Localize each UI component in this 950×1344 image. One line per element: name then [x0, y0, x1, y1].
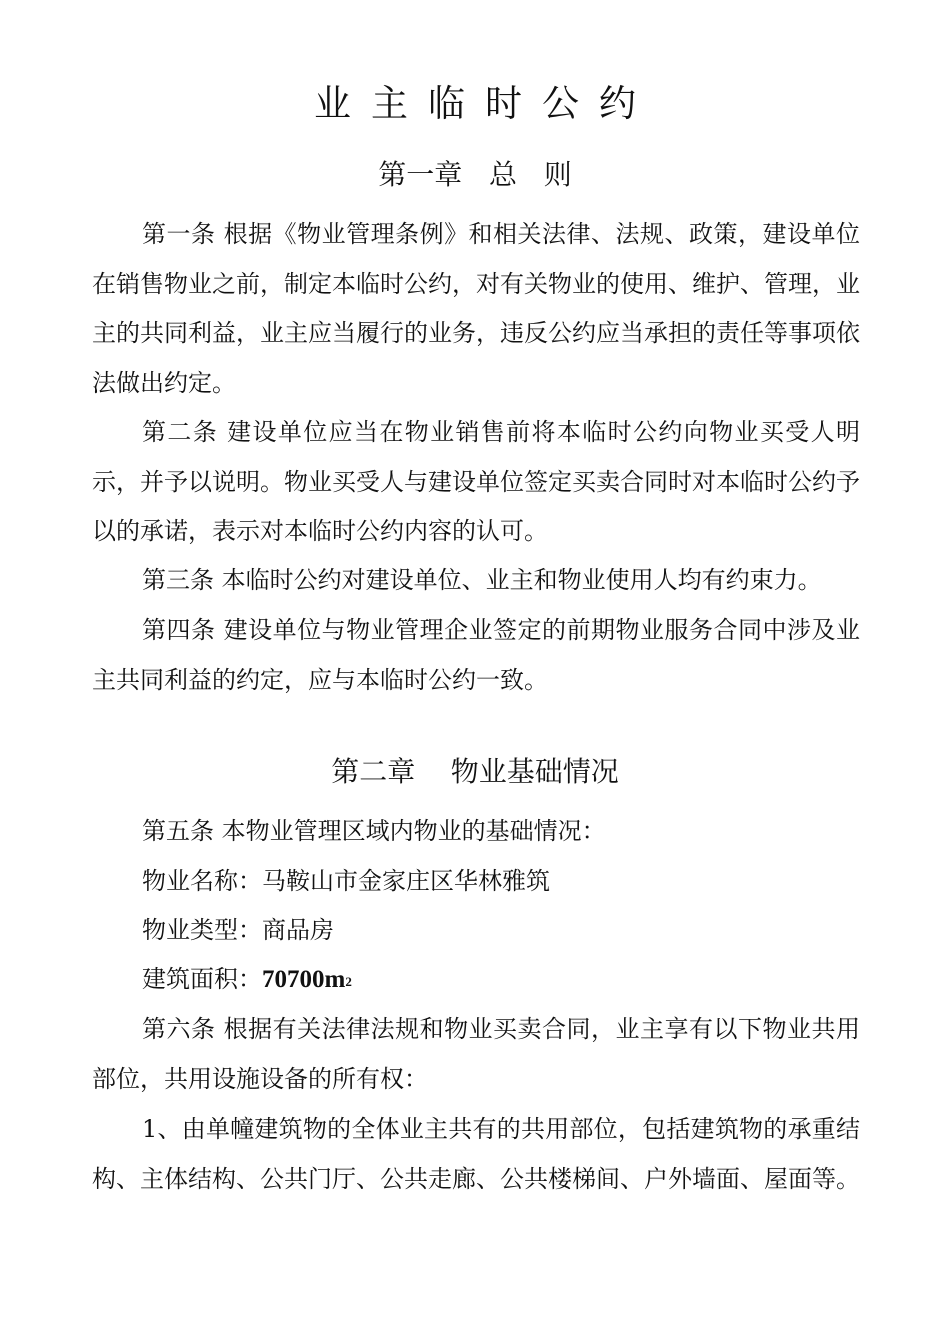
property-name: 物业名称：马鞍山市金家庄区华林雅筑	[142, 867, 550, 895]
document-title: 业主临时公约	[314, 82, 656, 125]
article-paragraph: 第六条 根据有关法律法规和物业买卖合同，业主享有以下物业共用部位，共用设施设备的所有权：	[92, 1015, 860, 1093]
property-type: 物业类型：商品房	[142, 916, 334, 944]
chapter-heading: 第二章 物业基础情况	[331, 755, 619, 788]
building-area	[142, 955, 352, 1007]
article-paragraph: 第二条 建设单位应当在物业销售前将本临时公约向物业买受人明示，并予以说明。物业买受人与建设单位签定买卖合同时对本临时公约予以的承诺，表示对本临时公约内容的认可。	[92, 418, 860, 545]
chapter-heading: 第一章 总 则	[378, 158, 572, 191]
article-paragraph: 第五条 本物业管理区域内物业的基础情况：	[142, 817, 606, 845]
building-area-label: 建筑面积：	[142, 965, 262, 993]
article-paragraph: 第一条 根据《物业管理条例》和相关法律、法规、政策，建设单位在销售物业之前，制定本临时公约，对有关物业的使用、维护、管理，业主的共同利益，业主应当履行的业务，违反公约应当承担的责任等事项依法做出约定。	[92, 220, 860, 397]
building-area-value: 70700m	[262, 966, 346, 993]
list-item: 1、由单幢建筑物的全体业主共有的共用部位，包括建筑物的承重结构、主体结构、公共门厅、公共走廊、公共楼梯间、户外墙面、屋面等。	[92, 1115, 860, 1193]
article-paragraph: 第四条 建设单位与物业管理企业签定的前期物业服务合同中涉及业主共同利益的约定，应与本临时公约一致。	[92, 616, 860, 694]
article-paragraph: 第三条 本临时公约对建设单位、业主和物业使用人均有约束力。	[142, 566, 822, 594]
building-area-unit-superscript: 2	[345, 974, 352, 989]
